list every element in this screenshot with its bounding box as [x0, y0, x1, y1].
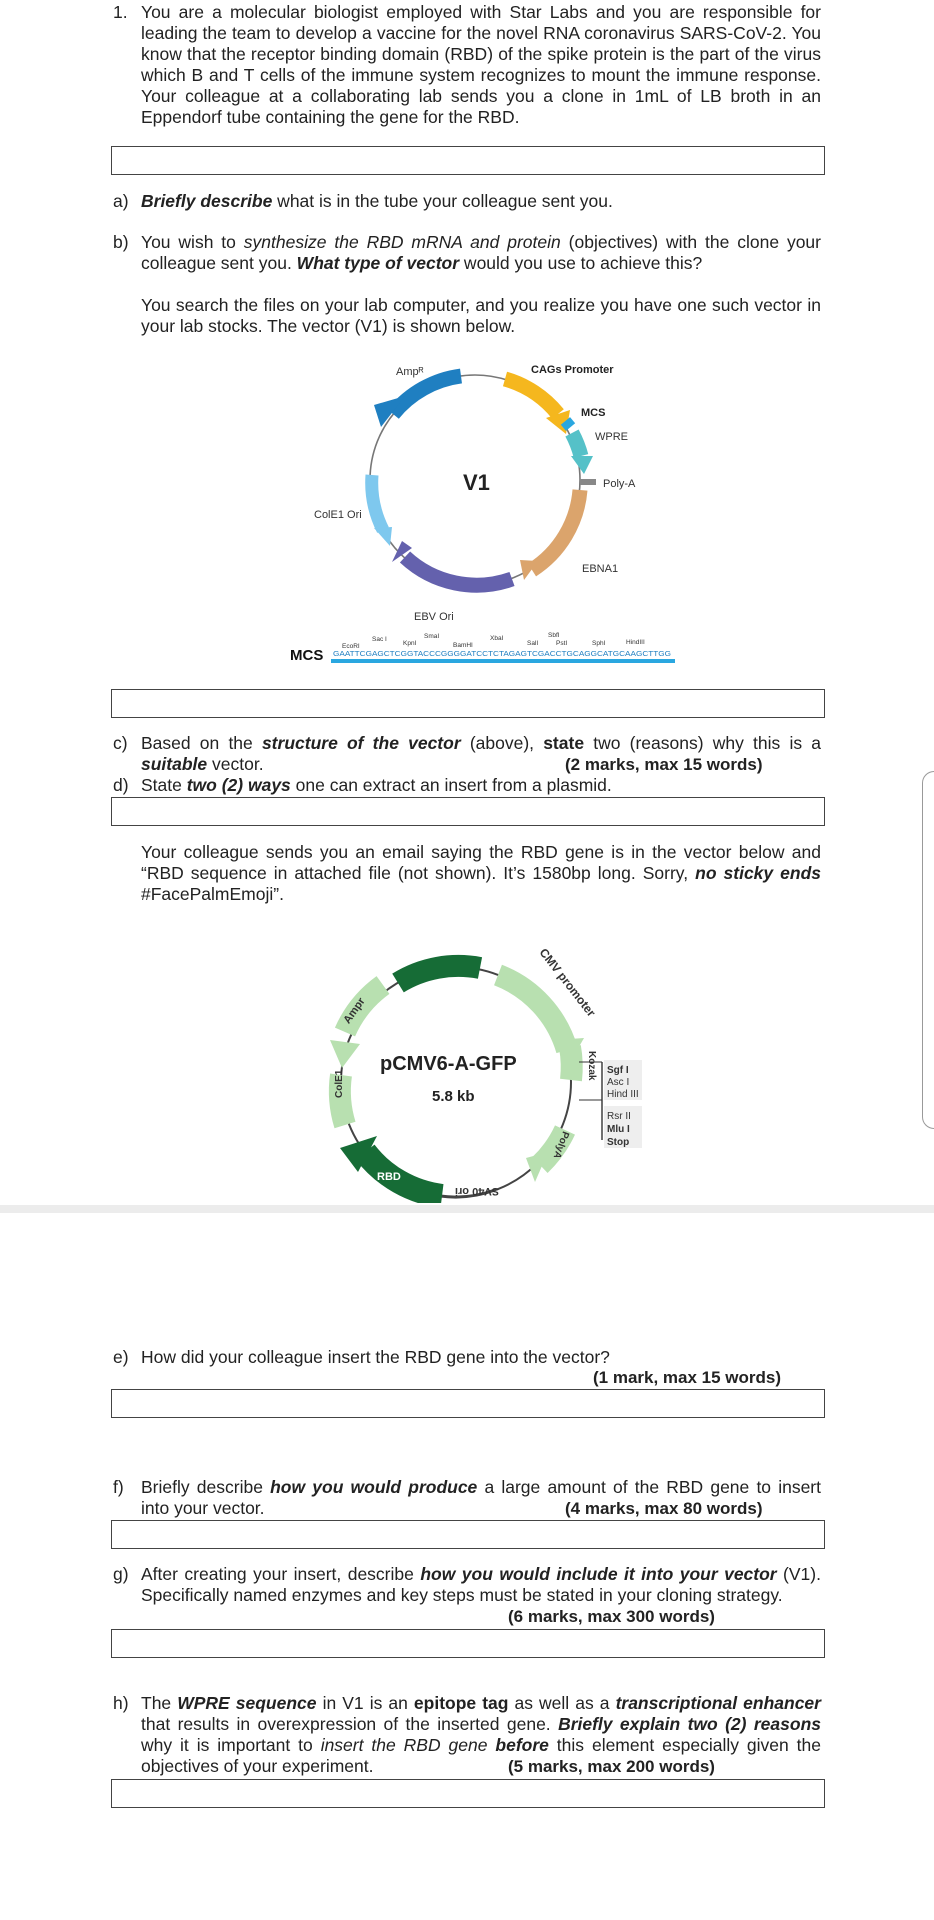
- qg-em1: how you would include it into your vector: [420, 1564, 777, 1584]
- site-bamhi: BamHI: [453, 642, 473, 649]
- question-c-label: c): [113, 733, 128, 753]
- question-h-text: [141, 1693, 821, 1777]
- answer-box-5[interactable]: [111, 1520, 825, 1549]
- question-e-label: e): [113, 1347, 129, 1367]
- pcmv-fiori-arc: [398, 966, 480, 983]
- question-g-text: [141, 1564, 821, 1606]
- qc-part4: vector.: [207, 754, 264, 774]
- v1-ebna1-arc: [532, 490, 580, 570]
- qg-part2: (V1). Specifically named enzymes and key steps must be stated in your cloning strategy.: [141, 1564, 821, 1605]
- v1-ampr-label: Ampᴿ: [396, 366, 424, 378]
- email-part2: #FacePalmEmoji”.: [141, 884, 284, 904]
- site-hindiii-pcmv: Hind III: [607, 1089, 639, 1100]
- pcmv-rbd-label: RBD: [377, 1171, 401, 1183]
- site-ecori: EcoRI: [342, 643, 360, 650]
- qf-part1: Briefly describe: [141, 1477, 271, 1497]
- email-em1: no sticky ends: [695, 863, 821, 883]
- question-e-marks: (1 mark, max 15 words): [593, 1368, 782, 1387]
- v1-ampr-arc: [393, 376, 461, 414]
- page-break-divider: [0, 1205, 934, 1213]
- v1-name: V1: [463, 470, 490, 495]
- v1-wpre-label: WPRE: [595, 431, 628, 443]
- site-xbai: XbaI: [490, 635, 504, 642]
- qc-em1: structure of the vector: [261, 733, 461, 753]
- pcmv-name: pCMV6-A-GFP: [380, 1053, 517, 1075]
- v1-cole1-arc: [372, 475, 383, 530]
- v1-polya-tick: [580, 479, 596, 485]
- site-asci: Asc I: [607, 1077, 630, 1088]
- qh-em5: before: [495, 1735, 549, 1755]
- v1-wpre-arc: [572, 433, 581, 456]
- v1-plasmid-map: [280, 355, 700, 665]
- answer-box-7[interactable]: [111, 1779, 825, 1808]
- qc-b1: state: [543, 733, 585, 753]
- question-a-rest: what is in the tube your colleague sent you.: [272, 191, 613, 211]
- question-b-text: [141, 232, 821, 274]
- question-f-marks: (4 marks, max 80 words): [565, 1499, 763, 1518]
- v1-mcs-label: MCS: [581, 407, 606, 419]
- site-saci: Sac I: [372, 636, 387, 643]
- qh-part2: in V1 is an: [316, 1693, 414, 1713]
- site-sgfi: Sgf I: [607, 1065, 629, 1076]
- question-c-marks: (2 marks, max 15 words): [565, 755, 763, 774]
- site-kpni: KpnI: [403, 640, 417, 647]
- v1-cags-label: CAGs Promoter: [531, 364, 614, 376]
- answer-box-3[interactable]: [111, 797, 825, 826]
- answer-box-6[interactable]: [111, 1629, 825, 1658]
- question-a-emphasis: Briefly describe: [141, 191, 273, 211]
- answer-box-1[interactable]: [111, 146, 825, 175]
- v1-cole1-label: ColE1 Ori: [314, 509, 362, 521]
- site-psti: PstI: [556, 640, 568, 647]
- question-h-label: h): [113, 1693, 129, 1713]
- site-smai: SmaI: [424, 633, 440, 640]
- site-sbfi: SbfI: [548, 632, 560, 639]
- qd-part2: one can extract an insert from a plasmid.: [290, 775, 612, 795]
- question-g-marks: (6 marks, max 300 words): [508, 1607, 715, 1626]
- site-stop: Stop: [607, 1137, 630, 1148]
- question-e-text: How did your colleague insert the RBD gene into the vector?: [141, 1347, 610, 1367]
- v1-wpre-arrowhead: [571, 456, 593, 474]
- v1-restriction-sites: [342, 632, 645, 650]
- v1-mcs-sequence: GAATTCGAGCTCGGTACCCGGGGATCCTCTAGAGTCGACCTGCAGGCATGCAAGCTTGG: [333, 649, 672, 658]
- question-h-marks: (5 marks, max 200 words): [508, 1757, 715, 1776]
- side-scroll-handle[interactable]: [922, 771, 934, 1129]
- qd-part1: State: [141, 775, 187, 795]
- qh-part6: this element especially given the objectives of your experiment.: [141, 1735, 821, 1776]
- pcmv-kozak-arc: [570, 1047, 572, 1080]
- qh-part4: that results in overexpression of the inserted gene.: [141, 1714, 559, 1734]
- pcmv-plasmid-map: [300, 918, 660, 1203]
- qh-part1: The: [141, 1693, 178, 1713]
- pcmv-kozak-label: Kozak: [586, 1051, 597, 1081]
- site-sali: SalI: [527, 640, 539, 647]
- qh-em3: Briefly explain two (2) reasons: [558, 1714, 821, 1734]
- qh-em2: transcriptional enhancer: [615, 1693, 821, 1713]
- qc-part2: (above),: [460, 733, 544, 753]
- qh-em1: WPRE sequence: [177, 1693, 317, 1713]
- qh-em4: insert the RBD gene: [320, 1735, 496, 1755]
- site-rsrii: Rsr II: [607, 1111, 631, 1122]
- qb-em2: What type of vector: [296, 253, 460, 273]
- pcmv-cmv-arc: [498, 975, 567, 1050]
- email-part1: Your colleague sends you an email saying the RBD gene is in the vector below and “RBD sequence in attached file (not shown). It’s 1580bp long. Sorry,: [141, 842, 821, 883]
- site-sphi: SphI: [592, 640, 606, 647]
- pcmv-polya-label: PolyA: [550, 1129, 571, 1161]
- qb-part3: would you use to achieve this?: [459, 253, 703, 273]
- answer-box-2[interactable]: [111, 689, 825, 718]
- v1-ebvori-label: EBV Ori: [414, 611, 454, 623]
- pcmv-ampr-label: Ampr: [341, 995, 368, 1027]
- site-mlui: Mlu I: [607, 1124, 630, 1135]
- v1-polya-label: Poly-A: [603, 478, 636, 490]
- question-d-text: [141, 775, 821, 796]
- v1-cole1-arrowhead: [374, 527, 392, 546]
- search-paragraph: You search the files on your lab computer, and you realize you have one such vector in your lab stocks. The vector (V1) is shown below.: [141, 295, 821, 336]
- question-1-intro: You are a molecular biologist employed with Star Labs and you are responsible for leading the team to develop a vaccine for the novel RNA coronavirus SARS-CoV-2. You know that the receptor binding domain (RBD) of the spike protein is the part of the virus which B and T cells of the immune system recognizes to mount the immune response. Your colleague at a collaborating lab sends you a clone in 1mL of LB broth in an Eppendorf tube containing the gene for the RBD.: [141, 2, 821, 127]
- v1-mcs-bar-label: MCS: [290, 647, 324, 664]
- question-a-text: [141, 191, 821, 212]
- qh-part3: as well as a: [508, 1693, 616, 1713]
- answer-box-4[interactable]: [111, 1389, 825, 1418]
- qb-em1: synthesize the RBD mRNA and protein: [243, 232, 561, 252]
- site-hindiii: HindIII: [626, 639, 645, 646]
- v1-cags-arc: [505, 379, 558, 414]
- question-b-label: b): [113, 232, 129, 252]
- qc-em2: suitable: [141, 754, 208, 774]
- v1-ebna1-label: EBNA1: [582, 563, 619, 575]
- qc-part3: two (reasons) why this is a: [584, 733, 822, 753]
- qf-part2: a large amount of the RBD gene to insert into your vector.: [141, 1477, 821, 1518]
- email-paragraph: [141, 842, 821, 905]
- qg-part1: After creating your insert, describe: [141, 1564, 421, 1584]
- v1-mcs-bar: [331, 659, 675, 663]
- question-d-label: d): [113, 775, 129, 795]
- v1-ebvori-arc: [405, 557, 512, 585]
- pcmv-cole1-label: ColE1: [334, 1069, 345, 1098]
- question-g-label: g): [113, 1564, 129, 1584]
- qb-part1: You wish to: [141, 232, 244, 252]
- pcmv-fiori-label: fi ori: [416, 936, 446, 956]
- qb-part2: (objectives) with the clone your colleague sent you.: [141, 232, 821, 273]
- pcmv-ampr-arrowhead: [330, 1040, 360, 1068]
- qh-b1: epitope tag: [413, 1693, 509, 1713]
- pcmv-size: 5.8 kb: [432, 1088, 475, 1105]
- question-f-label: f): [113, 1477, 124, 1497]
- question-number: 1.: [113, 2, 128, 22]
- pcmv-cmv-label: CMV promoter: [536, 945, 599, 1020]
- qf-em1: how you would produce: [270, 1477, 478, 1497]
- qd-em1: two (2) ways: [186, 775, 291, 795]
- qh-part5: why it is important to: [141, 1735, 321, 1755]
- qc-part1: Based on the: [141, 733, 262, 753]
- question-a-label: a): [113, 191, 129, 211]
- pcmv-sv40-label: SV40 ori: [454, 1185, 499, 1197]
